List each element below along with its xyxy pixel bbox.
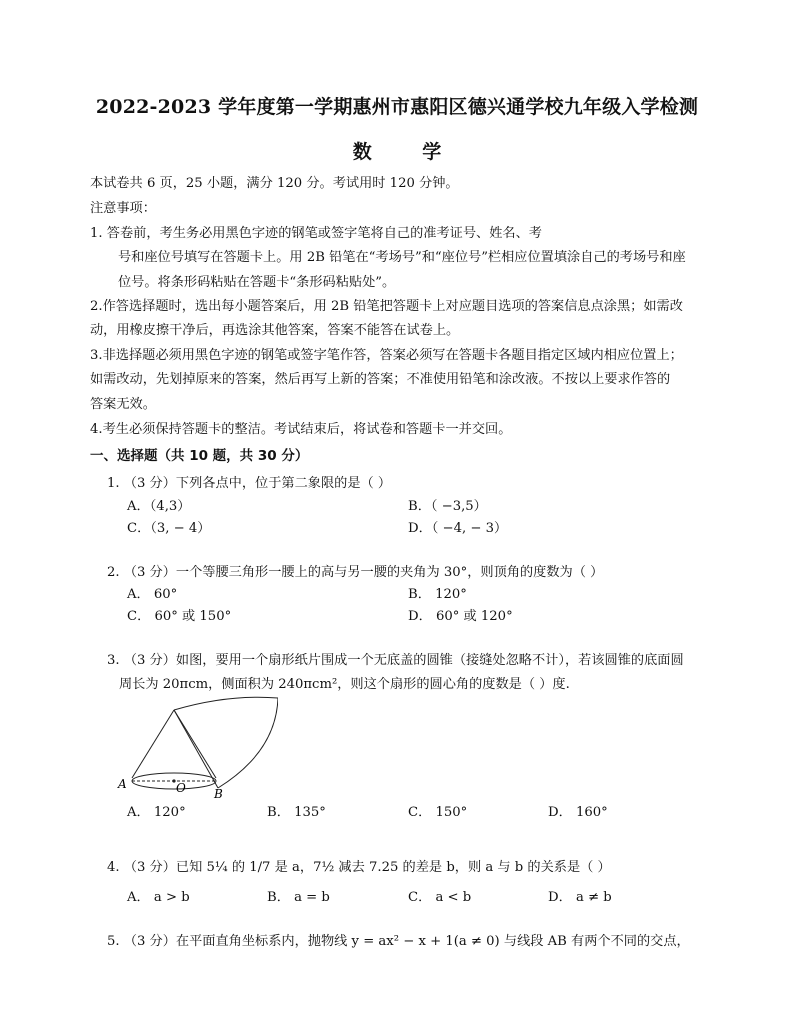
notice-line: 1. 答卷前，考生务必用黑色字迹的钢笔或签字笔将自己的准考证号、姓名、考	[90, 226, 542, 241]
question-4-stem: 4. （3 分）已知 5¼ 的 1/7 是 a，7½ 减去 7.25 的差是 b，则 a 与 b 的关系是（ ）	[107, 860, 611, 875]
question-1-stem: 1. （3 分）下列各点中，位于第二象限的是（ ）	[107, 476, 392, 491]
exam-subject: 数 学	[352, 141, 464, 163]
question-3-option-b: B． 135°	[267, 805, 326, 820]
notice-heading: 注意事项：	[90, 201, 156, 216]
notice-line: 4.考生必须保持答题卡的整洁。考试结束后，将试卷和答题卡一并交回。	[90, 422, 512, 437]
notice-line: 号和座位号填写在答题卡上。用 2B 铅笔在“考场号”和“座位号”栏相应位置填涂自己的考场号和座	[118, 250, 686, 265]
point-b-label: B	[214, 787, 223, 800]
question-3-stem: 3. （3 分）如图，要用一个扇形纸片围成一个无底盖的圆锥（接缝处忽略不计），若该圆锥的底面圆	[107, 653, 684, 668]
point-o-label: O	[176, 781, 186, 795]
section-heading: 一、选择题（共 10 题，共 30 分）	[90, 448, 309, 464]
question-4-option-d: D． a ≠ b	[548, 890, 612, 905]
question-2-option-c: C． 60° 或 150°	[127, 609, 232, 624]
cone-sector-figure	[108, 692, 278, 800]
question-2-option-d: D． 60° 或 120°	[408, 609, 513, 624]
notice-line: 如需改动，先划掉原来的答案，然后再写上新的答案；不准使用铅笔和涂改液。不按以上要求作答的	[90, 372, 671, 387]
question-2-stem: 2. （3 分）一个等腰三角形一腰上的高与另一腰的夹角为 30°，则顶角的度数为（ ）	[107, 565, 604, 580]
question-1-option-d: D．（ −4, − 3）	[408, 521, 508, 536]
question-2-option-b: B． 120°	[408, 587, 467, 602]
notice-line: 动，用橡皮擦干净后，再选涂其他答案，答案不能答在试卷上。	[90, 323, 460, 338]
point-a-label: A	[118, 777, 127, 791]
question-4-option-c: C． a < b	[408, 890, 472, 905]
question-1-option-c: C．（3, − 4）	[127, 521, 211, 536]
question-4-option-b: B． a = b	[267, 890, 330, 905]
question-3-option-d: D． 160°	[548, 805, 608, 820]
exam-title: 2022-2023 学年度第一学期惠州市惠阳区德兴通学校九年级入学检测	[95, 96, 699, 118]
notice-line: 2.作答选择题时，选出每小题答案后，用 2B 铅笔把答题卡上对应题目选项的答案信息点涂黑；如需改	[90, 299, 683, 314]
question-1-option-a: A．（4,3）	[127, 499, 191, 514]
notice-line: 答案无效。	[90, 397, 156, 412]
notice-line: 3.非选择题必须用黑色字迹的钢笔或签字笔作答，答案必须写在答题卡各题目指定区域内相应位置上；	[90, 348, 683, 363]
question-3-option-c: C． 150°	[408, 805, 468, 820]
notice-line: 位号。将条形码粘贴在答题卡“条形码粘贴处”。	[118, 275, 396, 290]
question-2-option-a: A． 60°	[127, 587, 178, 602]
question-4-option-a: A． a > b	[127, 890, 190, 905]
question-3-stem-cont: 周长为 20πcm，侧面积为 240πcm²，则这个扇形的圆心角的度数是（ ）度.	[119, 677, 570, 692]
exam-intro: 本试卷共 6 页，25 小题，满分 120 分。考试用时 120 分钟。	[90, 176, 459, 191]
question-3-option-a: A． 120°	[127, 805, 186, 820]
question-1-option-b: B．（ −3,5）	[408, 499, 487, 514]
question-5-stem: 5. （3 分）在平面直角坐标系内，抛物线 y = ax² − x + 1(a ≠ 0) 与线段 AB 有两个不同的交点，	[107, 934, 690, 949]
